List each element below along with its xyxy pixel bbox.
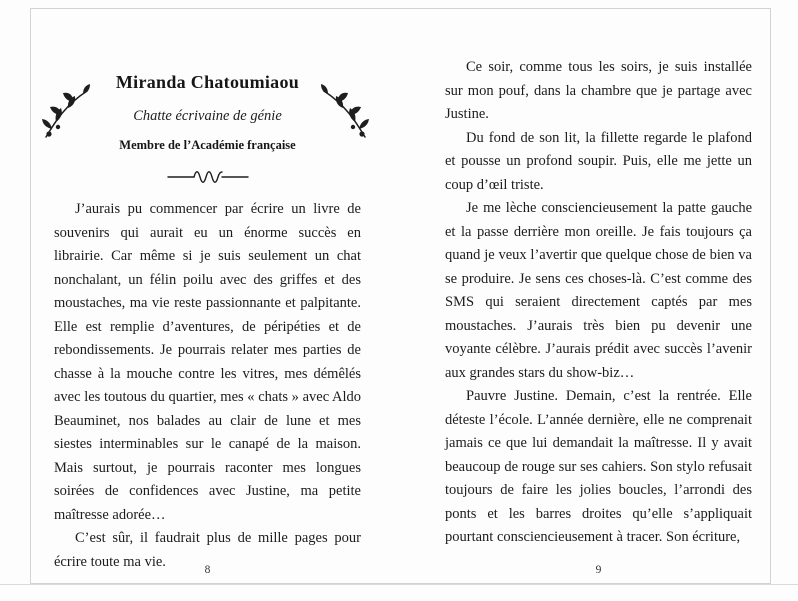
right-page-body: [445, 56, 752, 550]
paragraph: J’aurais pu commencer par écrire un livre de souvenirs qui aurait eu un énorme succès en librairie. Car même si je suis seulement un chat nonchalant, un félin poilu avec des griffes et des moustaches, ma vie reste passionnante et palpitante. Elle est remplie d’aventures, de péripéties et de rebondissements. Je pourrais relater mes parties de chasse à la mouche contre les vitres, mes démêlés avec les toutous du quartier, mes « chats » avec Aldo Beauminet, nos balades au clair de lune et mes siestes interminables sur le canapé de la maison. Mais surtout, je pourrais raconter mes longues soirées de confidences avec Justine, ma petite maîtresse adorée…: [54, 201, 361, 523]
chapter-subtitle: Chatte écrivaine de génie: [133, 108, 282, 124]
page-right: [445, 0, 752, 601]
left-page-body: [54, 198, 361, 574]
page-number-right: 9: [595, 564, 602, 576]
paragraph: Du fond de son lit, la fillette regarde le plafond et pousse un profond soupir. Puis, elle me jette un coup d’œil triste.: [445, 129, 752, 193]
paragraph: C’est sûr, il faudrait plus de mille pages pour écrire toute ma vie.: [54, 530, 361, 570]
paragraph: Pauvre Justine. Demain, c’est la rentrée. Elle déteste l’école. L’année dernière, elle ne comprenait jamais ce que lui demandait la maîtresse. Il y avait beaucoup de rouge sur ses cahiers. Son stylo refusait toujours de faire les jolies boucles, l’arrondi des ponts et les barres droites qu’elle s’appliquait pourtant consciencieusement à tracer. Son écriture,: [445, 388, 752, 545]
paragraph: Ce soir, comme tous les soirs, je suis installée sur mon pouf, dans la chambre que je partage avec Justine.: [445, 59, 752, 122]
page-left: [54, 0, 361, 601]
chapter-affiliation: Membre de l’Académie française: [119, 138, 296, 152]
squiggle-divider-icon: [54, 169, 361, 190]
page-number-left: 8: [204, 564, 211, 576]
paragraph: Je me lèche consciencieusement la patte gauche et la passe derrière mon oreille. Je fais toujours ça quand je veux l’avertir que quelque chose de bien va se produire. Je sens ces choses-là. C’est comme des SMS qui seraient directement captés par mes moustaches. J’aurais très bien pu devenir une voyante célèbre. J’aurais prédit avec succès l’avenir aux grandes stars du show-biz…: [445, 200, 752, 381]
chapter-title: Miranda Chatoumiaou: [115, 72, 300, 92]
